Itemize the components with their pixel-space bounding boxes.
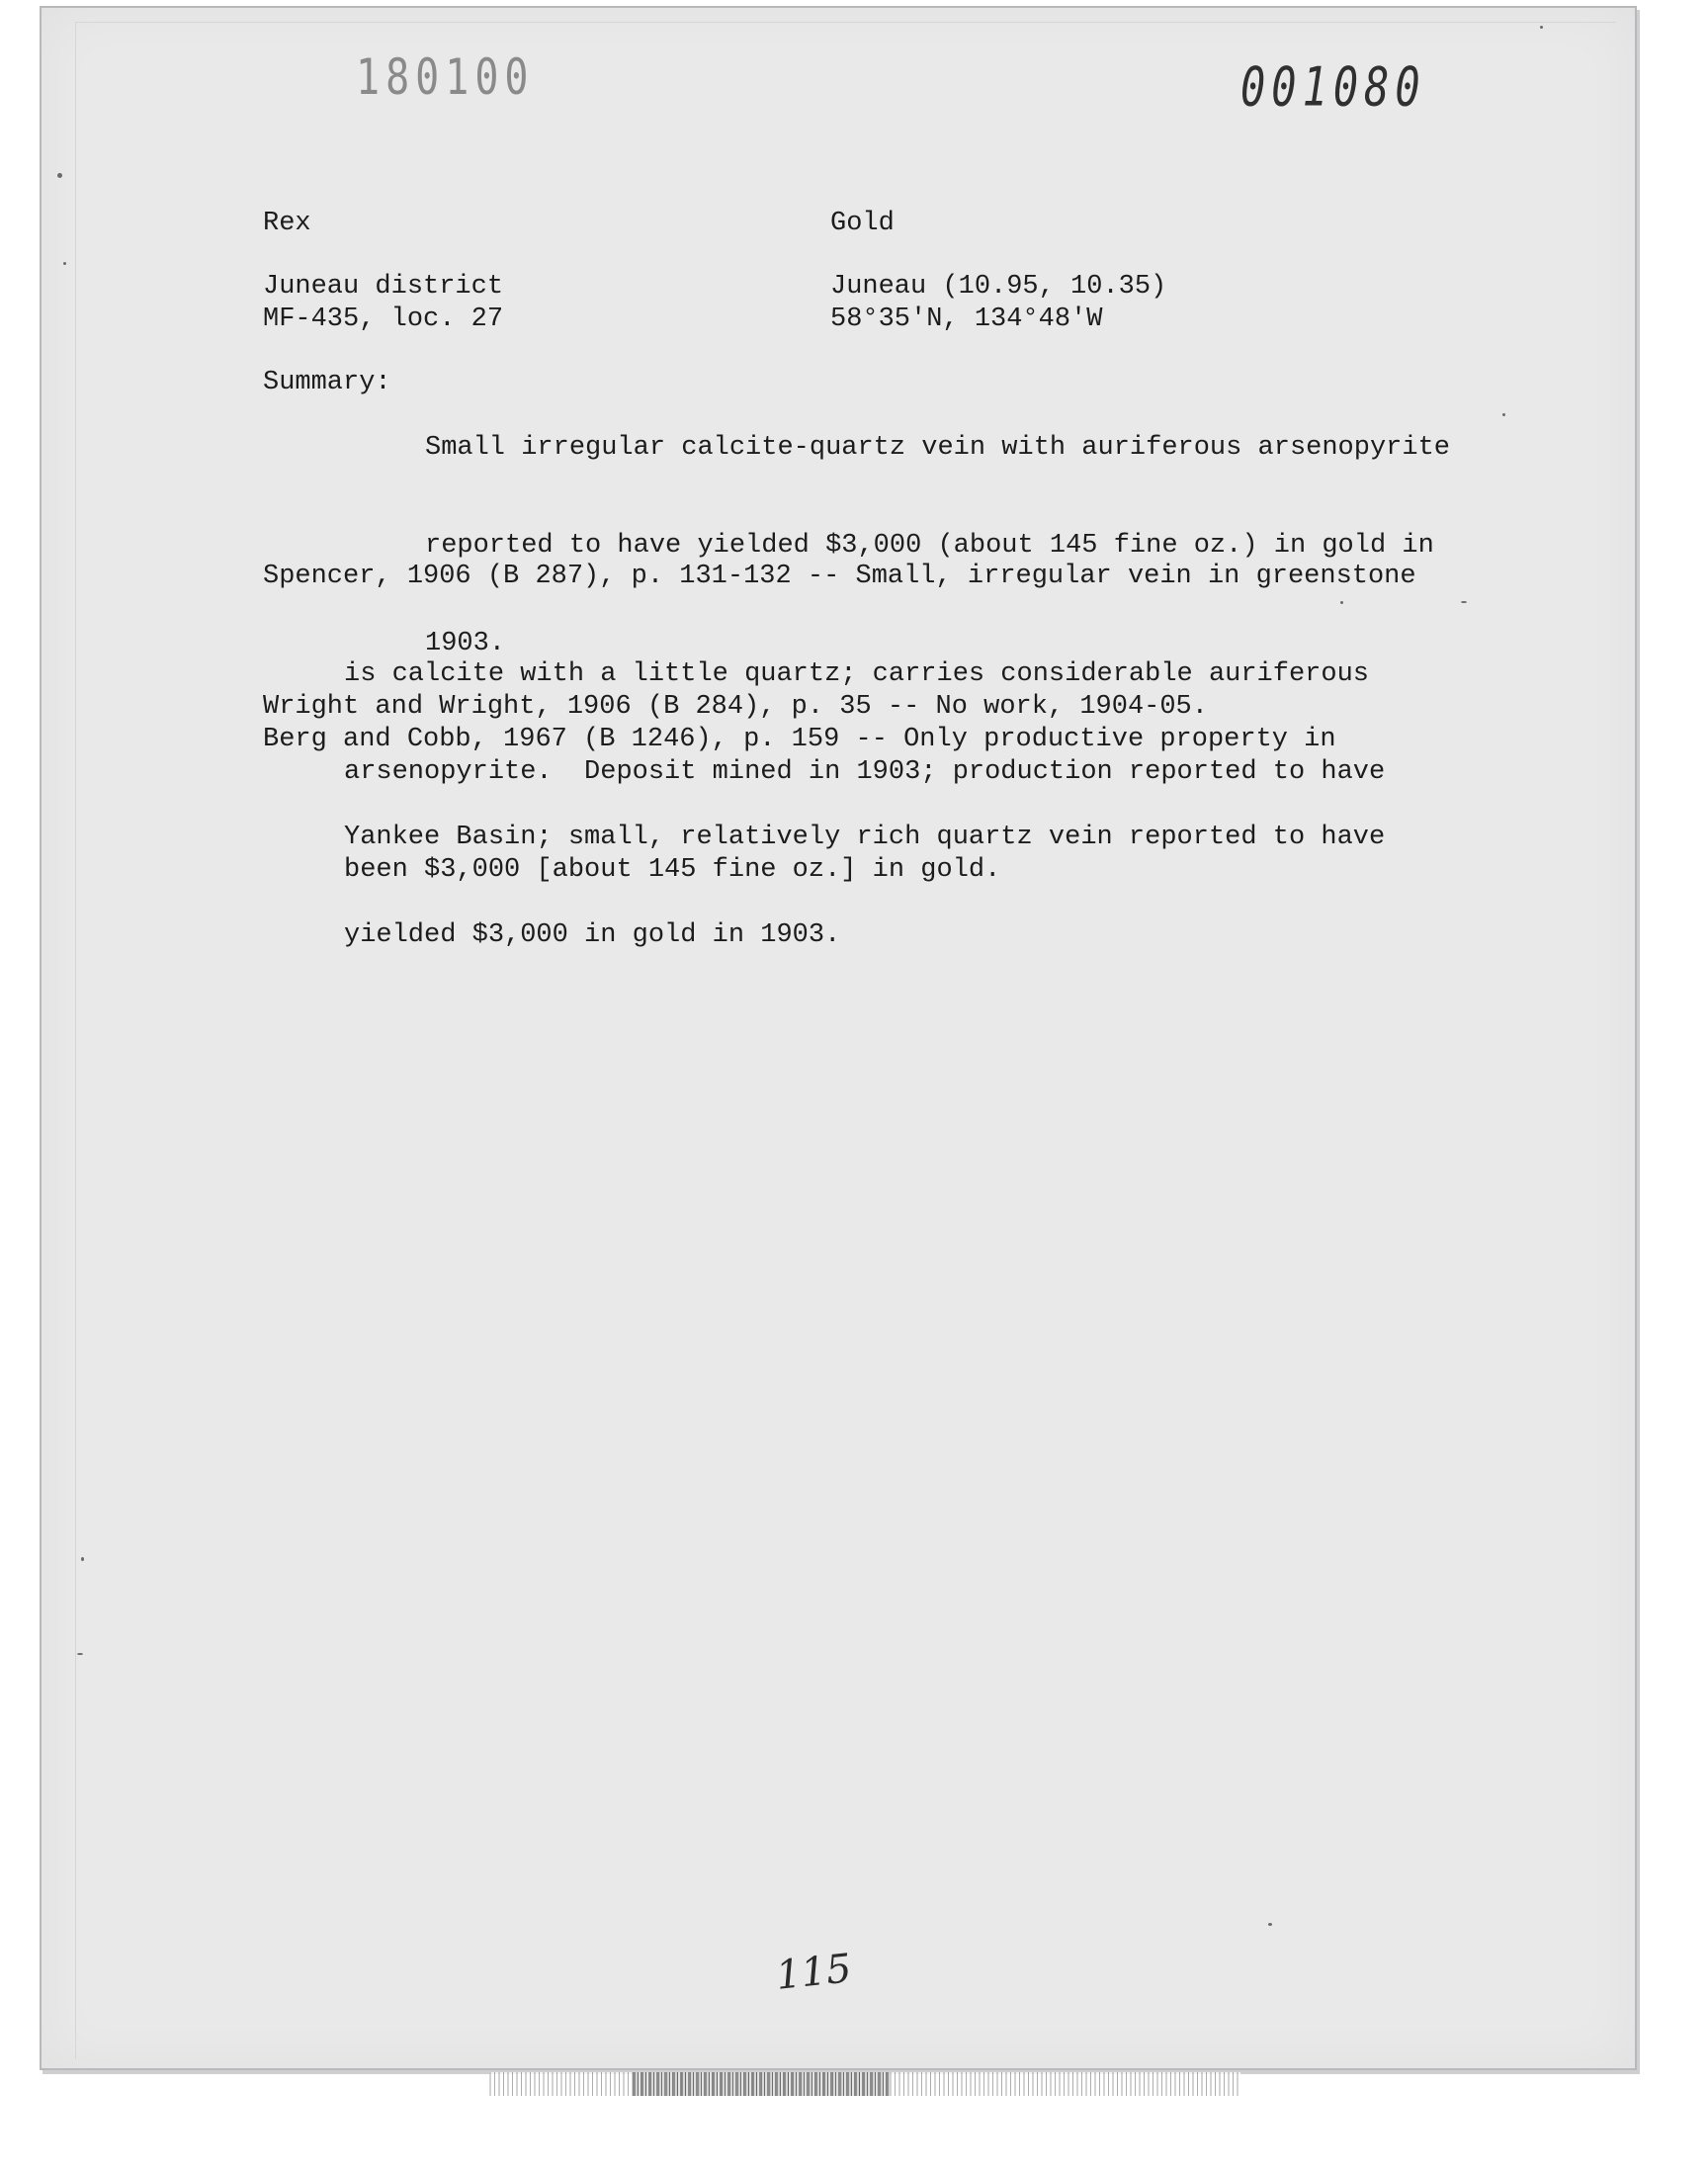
summary-label: Summary: — [263, 368, 391, 397]
reference-entry — [263, 658, 1385, 985]
reference-continuation: is calcite with a little quartz; carries considerable auriferous — [344, 659, 1369, 689]
reference-citation: Spencer, 1906 (B 287), p. 131-132 -- Small, irregular vein in greenstone — [263, 562, 1416, 591]
stamp-number-left: 180100 — [356, 49, 535, 107]
reference-continuation: Yankee Basin; small, relatively rich quartz vein reported to have — [344, 823, 1386, 852]
scan-edge-band-dark — [633, 2072, 890, 2096]
reference-citation: Wright and Wright, 1906 (B 284), p. 35 -- No work, 1904-05. — [263, 692, 1208, 722]
scan-speck — [63, 262, 66, 265]
summary-line: 1903. — [425, 629, 506, 658]
scan-speck — [81, 1557, 84, 1561]
scan-speck — [1502, 413, 1505, 416]
scan-speck — [1268, 1923, 1272, 1926]
reference-citation: Berg and Cobb, 1967 (B 1246), p. 159 -- Only productive property in — [263, 725, 1336, 754]
district: Juneau district — [263, 272, 504, 302]
reference-continuation: arsenopyrite. Deposit mined in 1903; production reported to have — [344, 757, 1386, 787]
summary-line: reported to have yielded $3,000 (about 145 fine oz.) in gold in — [425, 531, 1434, 561]
scan-speck — [77, 1653, 83, 1655]
property-name: Rex — [263, 209, 311, 238]
stamp-number-right: 001080 — [1240, 55, 1426, 119]
scan-speck — [57, 173, 62, 178]
reference-continuation: been $3,000 [about 145 fine oz.] in gold. — [344, 855, 1001, 885]
scan-speck — [1461, 601, 1467, 603]
quadrangle: Juneau (10.95, 10.35) — [830, 272, 1167, 302]
commodity: Gold — [830, 209, 895, 238]
summary-line: Small irregular calcite-quartz vein with auriferous arsenopyrite — [425, 433, 1450, 463]
scan-speck — [1540, 26, 1543, 29]
reference-continuation: yielded $3,000 in gold in 1903. — [344, 920, 841, 950]
coordinates: 58°35'N, 134°48'W — [830, 304, 1103, 334]
scan-speck — [1340, 601, 1343, 604]
handwritten-page-number: 115 — [773, 1946, 854, 1999]
map-reference: MF-435, loc. 27 — [263, 304, 504, 334]
